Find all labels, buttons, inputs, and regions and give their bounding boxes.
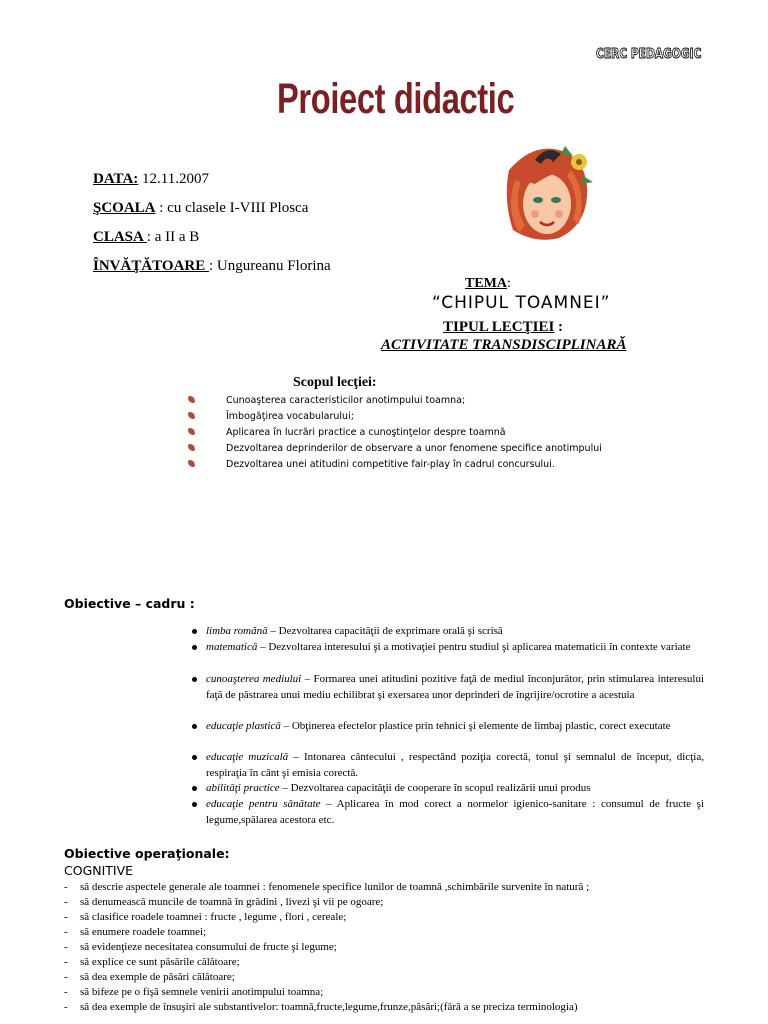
bullet-icon	[192, 786, 197, 791]
cerc-pedagogic-label: CERC PEDAGOGIC	[596, 47, 702, 62]
obiective-operationale-heading: Obiective operaţionale:	[64, 846, 230, 861]
scoala-label: ŞCOALA	[93, 200, 156, 216]
bullet-icon	[192, 755, 197, 760]
info-data	[93, 171, 209, 188]
cognitive-label: COGNITIVE	[64, 863, 134, 878]
data-label: DATA:	[93, 171, 139, 187]
leaf-bullet-icon	[188, 428, 195, 435]
scop-heading: Scopul lecţiei:	[293, 375, 377, 390]
list-item: limba română – Dezvoltarea capacităţii de exprimare orală şi scrisă	[192, 624, 704, 640]
bullet-icon	[192, 724, 197, 729]
clasa-label: CLASA	[93, 229, 147, 245]
tema-label: TEMA:	[465, 276, 511, 291]
bullet-icon	[192, 629, 197, 634]
info-scoala	[93, 200, 308, 217]
info-invatatoare	[93, 258, 331, 275]
scoala-value: : cu clasele I-VIII Plosca	[155, 200, 309, 216]
bullet-icon	[192, 802, 197, 807]
invatatoare-label: ÎNVĂŢĂTOARE	[93, 258, 209, 274]
tip-lectiei-value: ACTIVITATE TRANSDISCIPLINARĂ	[381, 337, 627, 353]
clasa-value: : a II a B	[146, 229, 200, 245]
list-item: educaţie plastică – Obţinerea efectelor plastice prin tehnici şi elemente de limbaj plastic, corect executate	[192, 719, 704, 735]
obiective-cadru-heading: Obiective – cadru :	[64, 596, 195, 611]
list-item: matematică – Dezvoltarea interesului şi a motivaţiei pentru studiul şi aplicarea matematicii în contexte variate	[192, 640, 704, 656]
leaf-bullet-icon	[188, 460, 195, 467]
list-item: cunoaşterea mediului – Formarea unei atitudini pozitive faţă de mediul înconjurător, prin stimularea interesului faţă de păstrarea unui mediu echilibrat şi exersarea unor deprinderi de îngrijire/ocrotire a acestuia	[192, 672, 704, 703]
invatatoare-value: : Ungureanu Florina	[209, 258, 331, 274]
leaf-bullet-icon	[188, 396, 195, 403]
page-title: Proiect didactic	[277, 75, 515, 123]
autumn-face-icon	[495, 140, 597, 248]
list-item: educaţie pentru sănătate – Aplicarea în mod corect a normelor igienico-sanitare : consumul de fructe şi legume,spălarea acestora etc.	[192, 797, 704, 828]
bullet-icon	[192, 645, 197, 650]
bullet-icon	[192, 677, 197, 682]
data-value: 12.11.2007	[138, 171, 209, 187]
list-item: abilităţi practice – Dezvoltarea capacităţii de cooperare în scopul realizării unui produs	[192, 781, 704, 797]
list-item: educaţie muzicală – Intonarea cântecului , respectând poziţia corectă, tonul şi semnalul de început, dicţia, respiraţia în cânt şi emisia corectă.	[192, 750, 704, 781]
tema-title: “CHIPUL TOAMNEI”	[432, 293, 611, 313]
leaf-bullet-icon	[188, 412, 195, 419]
leaf-bullet-icon	[188, 444, 195, 451]
tip-lectiei-label: TIPUL LECŢIEI :	[443, 319, 564, 335]
info-clasa	[93, 229, 199, 246]
